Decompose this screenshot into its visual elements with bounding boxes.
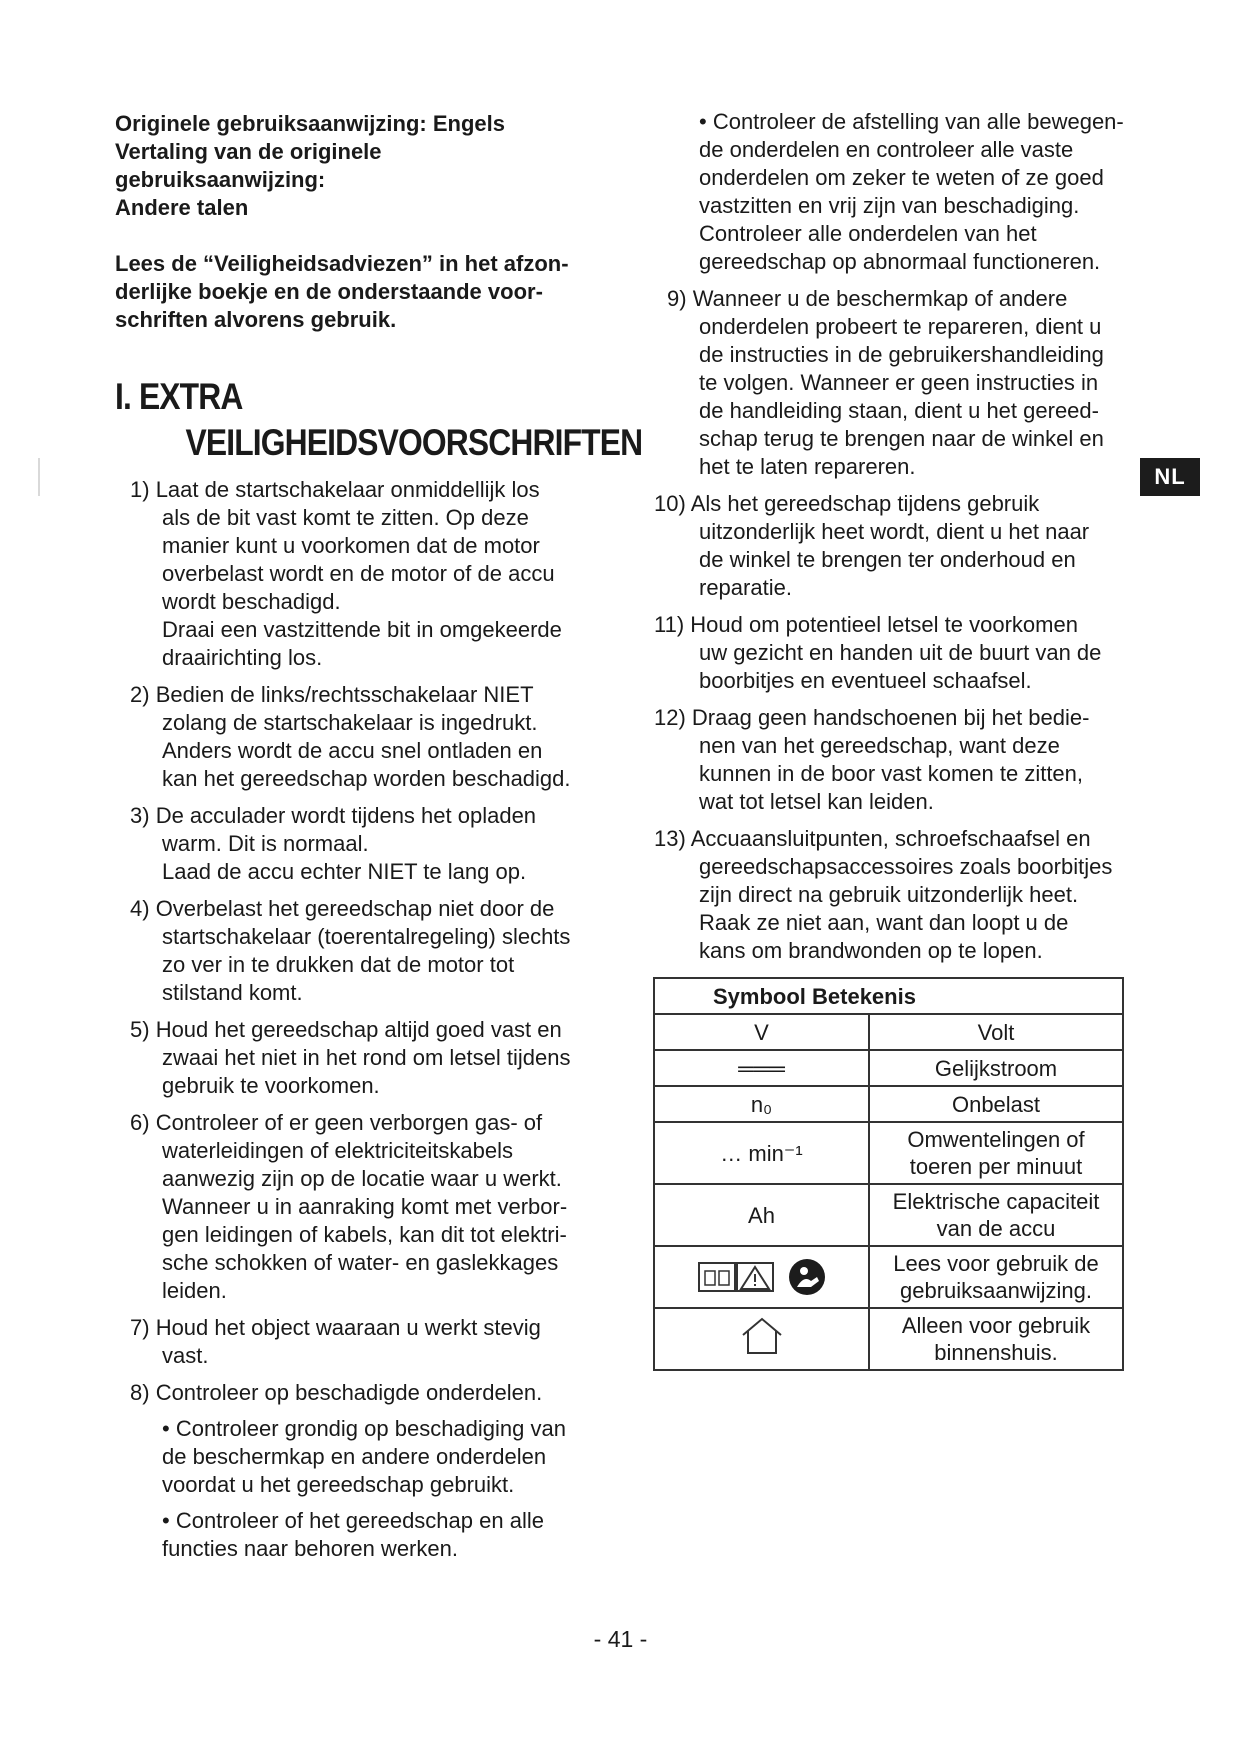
meaning-cell: Omwentelingen of toeren per minuut bbox=[869, 1122, 1123, 1184]
item-text: 12) Draag geen handschoenen bij het bedie- bbox=[654, 705, 1090, 730]
table-header-row bbox=[654, 978, 1123, 1014]
item-text: 5) Houd het gereedschap altijd goed vast en bbox=[130, 1017, 562, 1042]
table-row bbox=[654, 1086, 1123, 1122]
list-item: 1) Laat de startschakelaar onmiddellijk los als de bit vast komt te zitten. Op deze manier kunt u voorkomen dat de motor overbelast wordt en de motor of de accu wordt beschadigd. Draai een vastzittende bit in omgekeerde draairichting los. bbox=[115, 476, 595, 672]
indoor-use-house-icon bbox=[739, 1315, 785, 1357]
intro-note bbox=[115, 250, 595, 334]
header-line: Andere talen bbox=[115, 195, 249, 220]
list-item: 5) Houd het gereedschap altijd goed vast en zwaai het niet in het rond om letsel tijdens gebruik te voorkomen. bbox=[115, 1016, 595, 1100]
intro-line: schriften alvorens gebruik. bbox=[115, 307, 397, 332]
item-text: 11) Houd om potentieel letsel te voorkomen bbox=[654, 612, 1078, 637]
item-text: 7) Houd het object waaraan u werkt stevig bbox=[130, 1315, 541, 1340]
bullet-line: • Controleer grondig op beschadiging van bbox=[162, 1416, 566, 1441]
table-row bbox=[654, 1246, 1123, 1308]
table-row bbox=[654, 1308, 1123, 1370]
item-text: 10) Als het gereedschap tijdens gebruik bbox=[654, 491, 1040, 516]
left-safety-list bbox=[115, 476, 595, 1563]
table-row bbox=[654, 1014, 1123, 1050]
header-line: Originele gebruiksaanwijzing: Engels bbox=[115, 111, 505, 136]
margin-mark bbox=[38, 458, 40, 496]
symbol-cell: … min⁻¹ bbox=[654, 1122, 869, 1184]
list-item: 6) Controleer of er geen verborgen gas- of waterleidingen of elektriciteitskabels aanwezig zijn op de locatie waar u werkt. Wanneer u in aanraking komt met verbor- gen leidingen of kabels, kan dit tot elektri- sche schokken of water- en gaslekkages leiden. bbox=[115, 1109, 595, 1305]
item-text: 6) Controleer of er geen verborgen gas- of bbox=[130, 1110, 543, 1135]
left-column bbox=[115, 110, 643, 1572]
meaning-cell: Volt bbox=[869, 1014, 1123, 1050]
table-row bbox=[654, 1050, 1123, 1086]
list-item: 7) Houd het object waaraan u werkt stevig vast. bbox=[115, 1314, 595, 1370]
language-tab: NL bbox=[1140, 458, 1200, 496]
meaning-cell: Gelijkstroom bbox=[869, 1050, 1123, 1086]
list-item: 9) Wanneer u de beschermkap of andere onderdelen probeert te repareren, dient u de instructies in de gebruikershandleiding te volgen. Wanneer er geen instructies in de handleiding staan, dient u het gereed- schap terug te brengen naar de winkel en het te laten repareren. bbox=[652, 285, 1142, 481]
symbol-cell: n₀ bbox=[654, 1086, 869, 1122]
meaning-cell: Elektrische capaciteit van de accu bbox=[869, 1184, 1123, 1246]
list-item: 4) Overbelast het gereedschap niet door de startschakelaar (toerentalregeling) slechts zo ver in te drukken dat de motor tot stilstand komt. bbox=[115, 895, 595, 1007]
continued-bullet: • Controleer de afstelling van alle bewegen- de onderdelen en controleer alle vaste onderdelen om zeker te weten of ze goed vastzitten en vrij zijn van beschadiging. Controleer alle onderdelen van het gereedschap op abnormaal functioneren. bbox=[699, 109, 1124, 274]
list-item: 10) Als het gereedschap tijdens gebruik uitzonderlijk heet wordt, dient u het naar de winkel te brengen ter onderhoud en reparatie. bbox=[652, 490, 1142, 602]
item-text: 2) Bedien de links/rechtsschakelaar NIET bbox=[130, 682, 534, 707]
symbol-cell: Ah bbox=[654, 1184, 869, 1246]
item-text: 9) Wanneer u de beschermkap of andere bbox=[667, 286, 1068, 311]
header-note bbox=[115, 110, 595, 222]
intro-line: derlijke boekje en de onderstaande voor- bbox=[115, 279, 543, 304]
meaning-cell: Lees voor gebruik de gebruiksaanwijzing. bbox=[869, 1246, 1123, 1308]
symbol-table bbox=[653, 977, 1124, 1371]
list-item: 12) Draag geen handschoenen bij het bedie- nen van het gereedschap, want deze kunnen in de boor vast komen te zitten, wat tot letsel kan leiden. bbox=[652, 704, 1142, 816]
table-row bbox=[654, 1122, 1123, 1184]
header-line: Vertaling van de originele gebruiksaanwijzing: bbox=[115, 139, 382, 192]
item-text: 1) Laat de startschakelaar onmiddellijk los bbox=[130, 477, 540, 502]
list-item: 11) Houd om potentieel letsel te voorkomen uw gezicht en handen uit de buurt van de boorbitjes en eventueel schaafsel. bbox=[652, 611, 1142, 695]
section-heading bbox=[115, 374, 643, 466]
symbol-cell: ═══ bbox=[654, 1050, 869, 1086]
page-number: - 41 - bbox=[593, 1626, 648, 1652]
right-safety-list bbox=[652, 285, 1142, 965]
list-item: 2) Bedien de links/rechtsschakelaar NIET zolang de startschakelaar is ingedrukt. Anders wordt de accu snel ontladen en kan het gereedschap worden beschadigd. bbox=[115, 681, 595, 793]
bullet-line: • Controleer of het gereedschap en alle bbox=[162, 1508, 544, 1533]
right-column bbox=[652, 108, 1142, 974]
heading-line-2: VEILIGHEIDSVOORSCHRIFTEN bbox=[185, 422, 643, 463]
symbol-cell: V bbox=[654, 1014, 869, 1050]
table-row bbox=[654, 1184, 1123, 1246]
item-text: 13) Accuaansluitpunten, schroefschaafsel en bbox=[654, 826, 1091, 851]
intro-line: Lees de “Veiligheidsadviezen” in het afzon- bbox=[115, 251, 569, 276]
meaning-cell: Onbelast bbox=[869, 1086, 1123, 1122]
meaning-cell: Alleen voor gebruik binnenshuis. bbox=[869, 1308, 1123, 1370]
list-item: 13) Accuaansluitpunten, schroefschaafsel en gereedschapsaccessoires zoals boorbitjes zijn direct na gebruik uitzonderlijk heet. Raak ze niet aan, want dan loopt u de kans om brandwonden op te lopen. bbox=[652, 825, 1142, 965]
list-item: 3) De acculader wordt tijdens het opladen warm. Dit is normaal. Laad de accu echter NIET te lang op. bbox=[115, 802, 595, 886]
heading-line-1: I. EXTRA bbox=[115, 376, 243, 417]
list-item: 8) Controleer op beschadigde onderdelen. • Controleer grondig op beschadiging van de beschermkap en andere onderdelen voordat u het gereedschap gebruikt. • Controleer of het gereedschap en alle functies naar behoren werken. bbox=[115, 1379, 595, 1563]
item-text: 3) De acculader wordt tijdens het opladen bbox=[130, 803, 537, 828]
mandatory-read-icon bbox=[787, 1257, 827, 1297]
symbol-cell bbox=[654, 1246, 869, 1308]
item-text: 4) Overbelast het gereedschap niet door de bbox=[130, 896, 555, 921]
read-manual-icon bbox=[697, 1259, 783, 1295]
table-header: Symbool Betekenis bbox=[654, 978, 1123, 1014]
item-text: 8) Controleer op beschadigde onderdelen. bbox=[130, 1380, 543, 1405]
symbol-cell bbox=[654, 1308, 869, 1370]
